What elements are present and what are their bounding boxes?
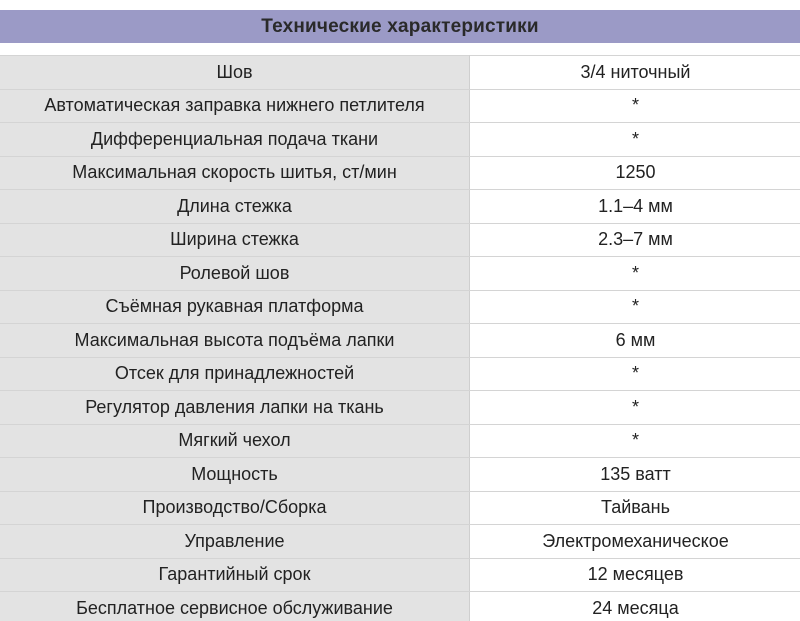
table-row — [0, 257, 800, 291]
table-row — [0, 324, 800, 358]
spec-label: Отсек для принадлежностей — [0, 357, 470, 391]
table-row — [0, 558, 800, 592]
table-row — [0, 458, 800, 492]
spec-label: Бесплатное сервисное обслуживание — [0, 592, 470, 621]
spec-label: Длина стежка — [0, 190, 470, 224]
spec-value: * — [470, 257, 800, 291]
spec-value: Электромеханическое — [470, 525, 800, 559]
spec-label: Автоматическая заправка нижнего петлителя — [0, 89, 470, 123]
spec-label: Максимальная скорость шитья, ст/мин — [0, 156, 470, 190]
spec-label: Дифференциальная подача ткани — [0, 123, 470, 157]
table-row — [0, 156, 800, 190]
spec-label: Ролевой шов — [0, 257, 470, 291]
spec-value: 24 месяца — [470, 592, 800, 621]
spec-value: 12 месяцев — [470, 558, 800, 592]
spec-value: * — [470, 391, 800, 425]
spec-value: * — [470, 424, 800, 458]
table-row — [0, 223, 800, 257]
spec-label: Гарантийный срок — [0, 558, 470, 592]
table-row — [0, 290, 800, 324]
spec-label: Съёмная рукавная платформа — [0, 290, 470, 324]
table-header — [0, 10, 800, 43]
spec-value: 1.1–4 мм — [470, 190, 800, 224]
table-row — [0, 56, 800, 90]
spec-value: Тайвань — [470, 491, 800, 525]
spec-label: Мягкий чехол — [0, 424, 470, 458]
spec-label: Управление — [0, 525, 470, 559]
spec-value: * — [470, 357, 800, 391]
spec-label: Мощность — [0, 458, 470, 492]
spec-label: Регулятор давления лапки на ткань — [0, 391, 470, 425]
spec-table — [0, 55, 800, 621]
spec-value: * — [470, 89, 800, 123]
table-row — [0, 190, 800, 224]
table-row — [0, 525, 800, 559]
table-row — [0, 123, 800, 157]
table-row — [0, 391, 800, 425]
table-title: Технические характеристики — [261, 15, 539, 37]
spec-label: Ширина стежка — [0, 223, 470, 257]
spec-label: Шов — [0, 56, 470, 90]
table-row — [0, 424, 800, 458]
spec-value: * — [470, 123, 800, 157]
spec-value: 1250 — [470, 156, 800, 190]
table-row — [0, 357, 800, 391]
table-row — [0, 592, 800, 621]
spec-label: Производство/Сборка — [0, 491, 470, 525]
spec-value: * — [470, 290, 800, 324]
spec-value: 6 мм — [470, 324, 800, 358]
spec-value: 135 ватт — [470, 458, 800, 492]
spec-value: 2.3–7 мм — [470, 223, 800, 257]
spec-value: 3/4 ниточный — [470, 56, 800, 90]
table-row — [0, 89, 800, 123]
table-row — [0, 491, 800, 525]
spec-label: Максимальная высота подъёма лапки — [0, 324, 470, 358]
